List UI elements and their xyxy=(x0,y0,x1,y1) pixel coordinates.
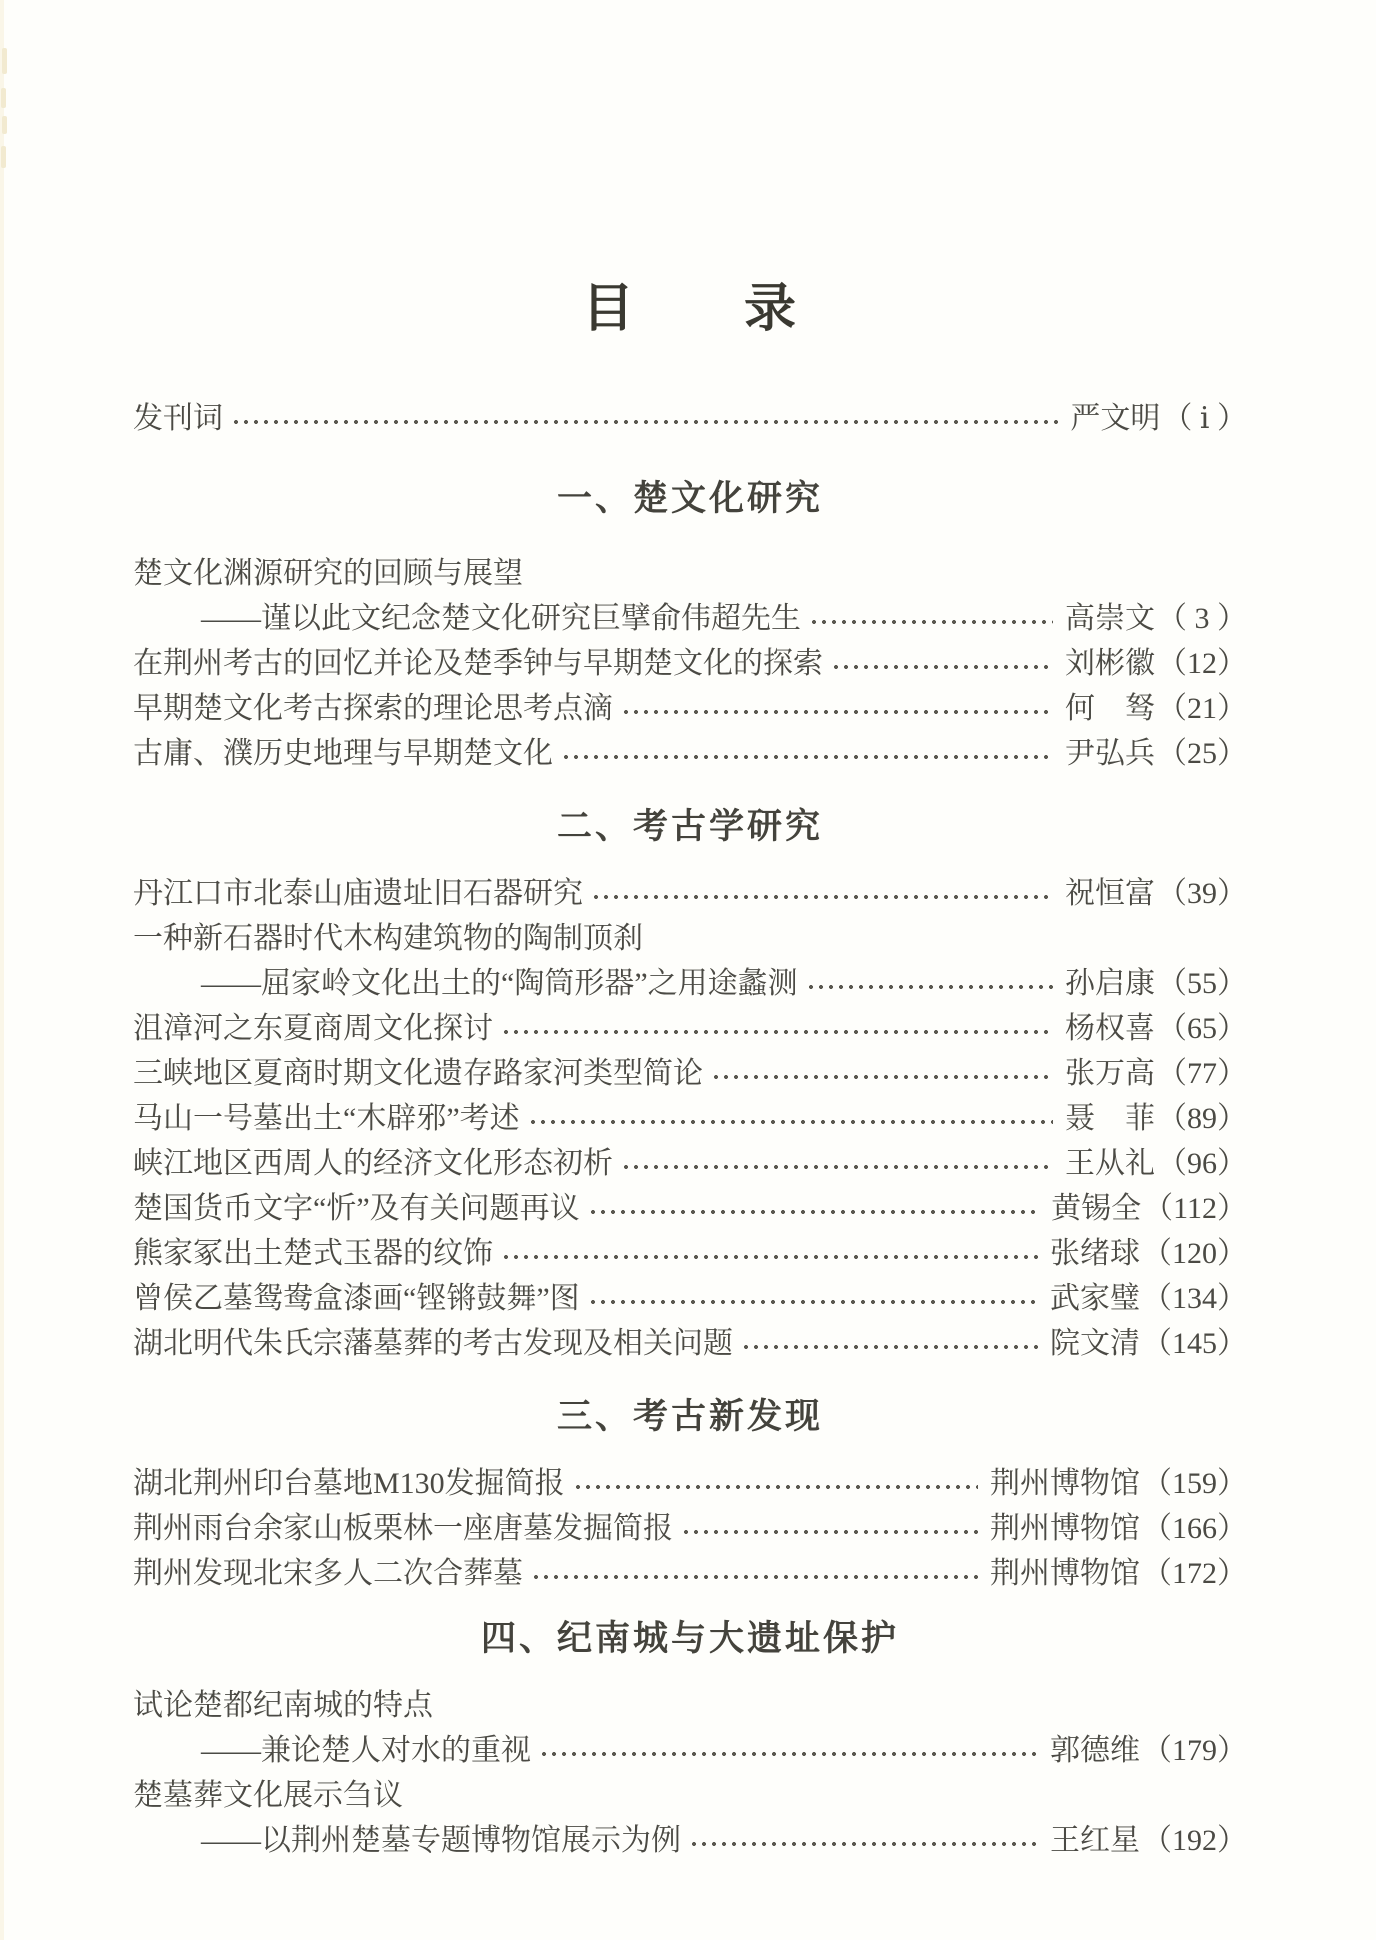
entry-title: 楚文化渊源研究的回顾与展望 xyxy=(133,557,523,590)
dot-leader xyxy=(501,1253,1038,1261)
section-heading: 三、考古新发现 xyxy=(556,1397,823,1436)
entry-page: （145） xyxy=(1142,1327,1247,1360)
dot-leader xyxy=(621,1163,1053,1171)
entry-title: 马山一号墓出土“木辟邪”考述 xyxy=(133,1102,520,1135)
entry-page: （12） xyxy=(1157,647,1247,680)
dot-leader xyxy=(573,1483,978,1491)
entry-page: （159） xyxy=(1142,1467,1247,1500)
entry-page: （192） xyxy=(1142,1824,1247,1857)
entry-author: 荆州博物馆 xyxy=(990,1512,1140,1545)
toc-entry-row xyxy=(133,1728,1247,1773)
entry-title: 三峡地区夏商时期文化遗存路家河类型简论 xyxy=(133,1057,703,1090)
dot-leader xyxy=(831,663,1053,671)
entry-author: 王红星 xyxy=(1050,1824,1140,1857)
entry-title: 古庸、濮历史地理与早期楚文化 xyxy=(133,737,553,770)
dot-leader xyxy=(591,893,1053,901)
toc-entry-row xyxy=(133,596,1247,641)
entry-page: （21） xyxy=(1157,692,1247,725)
dot-leader xyxy=(501,1028,1053,1036)
entry-page: （112） xyxy=(1143,1192,1247,1225)
entry-title: 湖北明代朱氏宗藩墓葬的考古发现及相关问题 xyxy=(133,1327,733,1360)
entry-title: 在荆州考古的回忆并论及楚季钟与早期楚文化的探索 xyxy=(133,647,823,680)
entry-title: 一种新石器时代木构建筑物的陶制顶刹 xyxy=(133,922,643,955)
toc-entry-row xyxy=(133,1276,1247,1321)
entry-author: 郭德维 xyxy=(1050,1734,1140,1767)
toc-entry-row xyxy=(133,961,1247,1006)
entry-title: 试论楚都纪南城的特点 xyxy=(133,1689,433,1722)
dot-leader xyxy=(809,618,1053,626)
toc-entry-row xyxy=(133,1551,1247,1596)
toc-entry-row xyxy=(133,1096,1247,1141)
toc-entry-row xyxy=(133,396,1247,441)
toc-entry-row xyxy=(133,1231,1247,1276)
toc-entry-row xyxy=(133,1051,1247,1096)
entry-title: 早期楚文化考古探索的理论思考点滴 xyxy=(133,692,613,725)
entry-title: 曾侯乙墓鸳鸯盒漆画“铿锵鼓舞”图 xyxy=(133,1282,580,1315)
toc-entry-row xyxy=(133,1141,1247,1186)
toc-entry-row xyxy=(133,1506,1247,1551)
toc-entry-row xyxy=(133,871,1247,916)
entry-page: （65） xyxy=(1157,1012,1247,1045)
dot-leader xyxy=(531,1573,978,1581)
entry-title: 楚墓葬文化展示刍议 xyxy=(133,1779,403,1812)
entry-subtitle: ——以荆州楚墓专题博物馆展示为例 xyxy=(201,1824,681,1857)
entry-subtitle: ——谨以此文纪念楚文化研究巨擘俞伟超先生 xyxy=(201,602,801,635)
entry-author: 院文清 xyxy=(1050,1327,1140,1360)
entry-title: 熊家冢出土楚式玉器的纹饰 xyxy=(133,1237,493,1270)
toc-entry-row xyxy=(133,551,1247,596)
toc-entry-row xyxy=(133,1818,1247,1863)
entry-author: 张万高 xyxy=(1065,1057,1155,1090)
toc-entry-row xyxy=(133,641,1247,686)
dot-leader xyxy=(806,983,1053,991)
entry-author: 聂 菲 xyxy=(1065,1102,1155,1135)
entry-author: 杨权喜 xyxy=(1065,1012,1155,1045)
dot-leader xyxy=(681,1528,978,1536)
page-title: 目 录 xyxy=(581,281,798,338)
dot-leader xyxy=(621,708,1053,716)
entry-title: 丹江口市北泰山庙遗址旧石器研究 xyxy=(133,877,583,910)
entry-author: 武家璧 xyxy=(1050,1282,1140,1315)
entry-author: 何 驽 xyxy=(1065,692,1155,725)
toc-entry-row xyxy=(133,1461,1247,1506)
entry-author: 尹弘兵 xyxy=(1065,737,1155,770)
dot-leader xyxy=(588,1298,1038,1306)
dot-leader xyxy=(689,1840,1038,1848)
entry-title: 峡江地区西周人的经济文化形态初析 xyxy=(133,1147,613,1180)
section-heading: 二、考古学研究 xyxy=(556,807,823,846)
dot-leader xyxy=(231,418,1058,426)
toc-entry-row xyxy=(133,1683,1247,1728)
entry-page: （ 3 ） xyxy=(1157,602,1247,635)
entry-title: 楚国货币文字“忻”及有关问题再议 xyxy=(133,1192,580,1225)
dot-leader xyxy=(741,1343,1038,1351)
toc-entry-row xyxy=(133,916,1247,961)
entry-page: （120） xyxy=(1142,1237,1247,1270)
entry-title: 荆州雨台余家山板栗林一座唐墓发掘简报 xyxy=(133,1512,673,1545)
section-heading: 一、楚文化研究 xyxy=(556,479,823,518)
entry-page: （77） xyxy=(1157,1057,1247,1090)
entry-author: 严文明 xyxy=(1070,402,1161,435)
toc-entry-row xyxy=(133,1773,1247,1818)
entry-author: 刘彬徽 xyxy=(1065,647,1155,680)
entry-page: （172） xyxy=(1142,1557,1247,1590)
entry-subtitle: ——兼论楚人对水的重视 xyxy=(201,1734,531,1767)
entry-author: 张绪球 xyxy=(1050,1237,1140,1270)
entry-title: 湖北荆州印台墓地M130发掘简报 xyxy=(133,1467,565,1500)
entry-page: （39） xyxy=(1157,877,1247,910)
dot-leader xyxy=(528,1118,1053,1126)
entry-author: 荆州博物馆 xyxy=(990,1557,1140,1590)
toc-entry-row xyxy=(133,686,1247,731)
entry-author: 高崇文 xyxy=(1065,602,1155,635)
entry-page: （ ⅰ ） xyxy=(1162,402,1247,435)
entry-title: 沮漳河之东夏商周文化探讨 xyxy=(133,1012,493,1045)
dot-leader xyxy=(588,1208,1039,1216)
entry-page: （55） xyxy=(1157,967,1247,1000)
entry-title: 发刊词 xyxy=(133,402,223,435)
entry-author: 荆州博物馆 xyxy=(990,1467,1140,1500)
entry-author: 黄锡全 xyxy=(1051,1192,1142,1225)
entry-page: （96） xyxy=(1157,1147,1247,1180)
entry-page: （166） xyxy=(1142,1512,1247,1545)
entry-page: （134） xyxy=(1142,1282,1247,1315)
dot-leader xyxy=(711,1073,1053,1081)
entry-author: 王从礼 xyxy=(1065,1147,1155,1180)
entry-subtitle: ——屈家岭文化出土的“陶筒形器”之用途蠡测 xyxy=(201,967,798,1000)
entry-author: 孙启康 xyxy=(1065,967,1155,1000)
entry-page: （89） xyxy=(1157,1102,1247,1135)
entry-page: （25） xyxy=(1157,737,1247,770)
entry-title: 荆州发现北宋多人二次合葬墓 xyxy=(133,1557,523,1590)
entry-author: 祝恒富 xyxy=(1065,877,1155,910)
toc-entry-row xyxy=(133,731,1247,776)
toc-entry-row xyxy=(133,1186,1247,1231)
toc-entry-row xyxy=(133,1321,1247,1366)
toc-entry-row xyxy=(133,1006,1247,1051)
dot-leader xyxy=(561,753,1053,761)
entry-page: （179） xyxy=(1142,1734,1247,1767)
dot-leader xyxy=(539,1750,1038,1758)
section-heading: 四、纪南城与大遗址保护 xyxy=(480,1619,899,1658)
